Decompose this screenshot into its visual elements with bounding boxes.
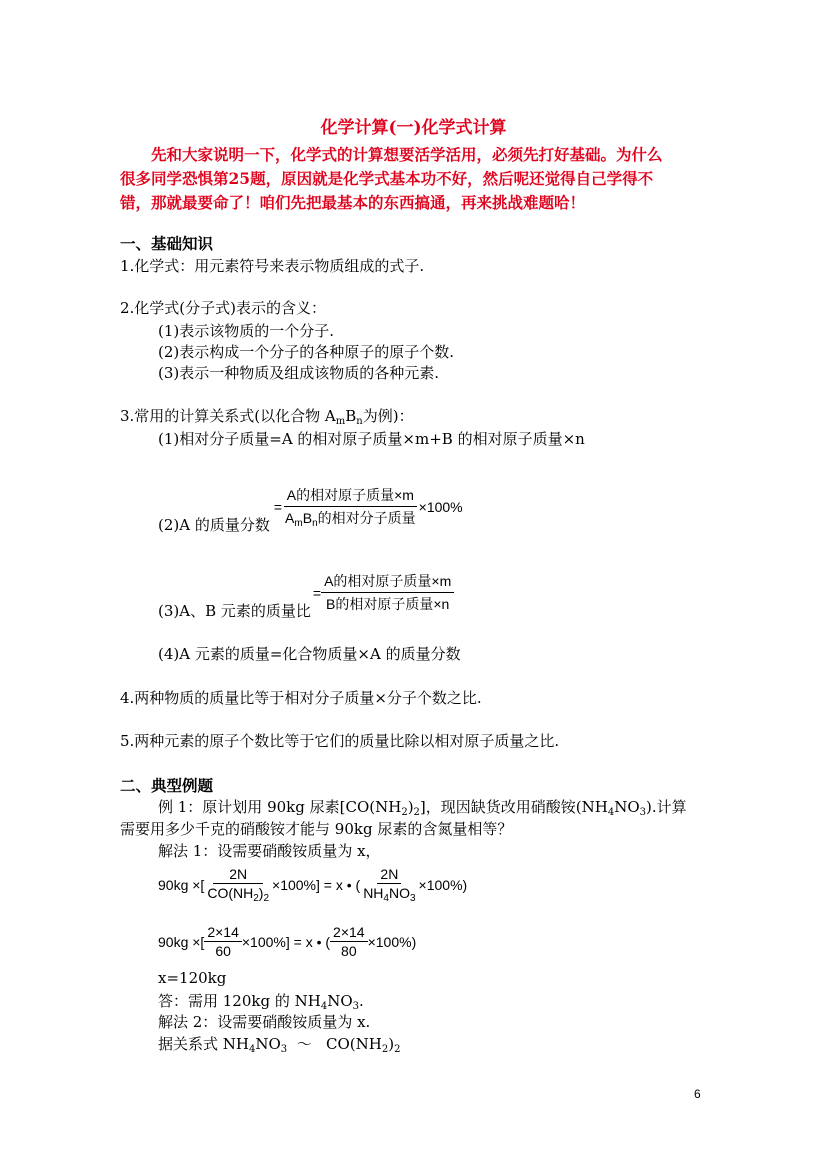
equation-1: 90kg ×[ $\frac{2N}{CO(NH_2)_2}$ ×100%] = x • ( $\frac{2N}{NH_4NO_3}$ ×100%)	[158, 866, 468, 904]
calc-2: (2)A 的质量分数 = $\frac{\text{A的相对原子质量×m}}{A_mB_n的相对分子质量}$ ×100%	[158, 486, 463, 534]
calc-2-fraction: $\frac{\text{A的相对原子质量×m}}{A_mB_n的相对分子质量}$	[285, 486, 416, 529]
item-5: 5.两种元素的原子个数比等于它们的质量比除以相对原子质量之比.	[120, 732, 560, 750]
equation-2: 90kg ×[ $\frac{2\times 14}{60}$ ×100%] = x • ( $\frac{2\times 14}{80}$ ×100%)	[158, 924, 417, 959]
calc-3-label: (3)A、B 元素的质量比	[158, 602, 311, 620]
calc-3: (3)A、B 元素的质量比 = $\frac{\text{A的相对原子质量×m}}{\text{B的相对原子质量×n}}$	[158, 564, 454, 621]
item-4: 4.两种物质的质量比等于相对分子质量×分子个数之比.	[120, 689, 482, 707]
intro-line: 很多同学恐惧第25题，原因就是化学式基本功不好，然后呢还觉得自己学得不	[120, 169, 654, 188]
page-title: 化学计算(一)化学式计算	[320, 118, 507, 138]
section1-heading: 一、基础知识	[120, 234, 214, 253]
item-3: 3.常用的计算关系式(以化合物 $A_mB_n$为例)：	[120, 407, 414, 427]
calc-2-label: (2)A 的质量分数	[158, 516, 270, 534]
intro-line: 先和大家说明一下，化学式的计算想要活学活用，必须先打好基础。为什么	[151, 145, 663, 164]
section2-heading: 二、典型例题	[120, 776, 214, 795]
example-line: 需要用多少千克的硝酸铵才能与 90kg 尿素的含氮量相等？	[120, 820, 513, 838]
relation: 据关系式 $NH_4NO_3$ ～ $CO(NH_2)_2$	[158, 1035, 401, 1055]
answer: 答：需用 120kg 的 $NH_4NO_3$.	[158, 992, 364, 1012]
item-2: 2.化学式(分子式)表示的含义：	[120, 299, 327, 317]
solution-1: 解法 1：设需要硝酸铵质量为 x，	[158, 842, 381, 860]
item-2-sub: (3)表示一种物质及组成该物质的各种元素.	[158, 364, 440, 382]
calc-3-fraction: $\frac{\text{A的相对原子质量×m}}{\text{B的相对原子质量×n}}$	[321, 571, 454, 614]
result: x=120kg	[158, 969, 227, 987]
item-1: 1.化学式：用元素符号来表示物质组成的式子.	[120, 257, 425, 275]
calc-1: (1)相对分子质量=A 的相对原子质量×m+B 的相对原子质量×n	[158, 430, 585, 448]
example-line: 例 1：原计划用 90kg 尿素$[CO(NH_2)_2]$，现因缺货改用硝酸铵$(NH_4NO_3)$.计算	[158, 798, 687, 818]
intro-line: 错，那就最要命了！咱们先把最基本的东西搞通，再来挑战难题哈！	[120, 193, 586, 212]
item-2-sub: (1)表示该物质的一个分子.	[158, 322, 335, 340]
intro-paragraph	[120, 143, 710, 215]
page-number: 6	[694, 1087, 701, 1101]
solution-2: 解法 2：设需要硝酸铵质量为 x.	[158, 1013, 371, 1031]
calc-4: (4)A 元素的质量=化合物质量×A 的质量分数	[158, 645, 461, 663]
item-2-sub: (2)表示构成一个分子的各种原子的原子个数.	[158, 343, 455, 361]
